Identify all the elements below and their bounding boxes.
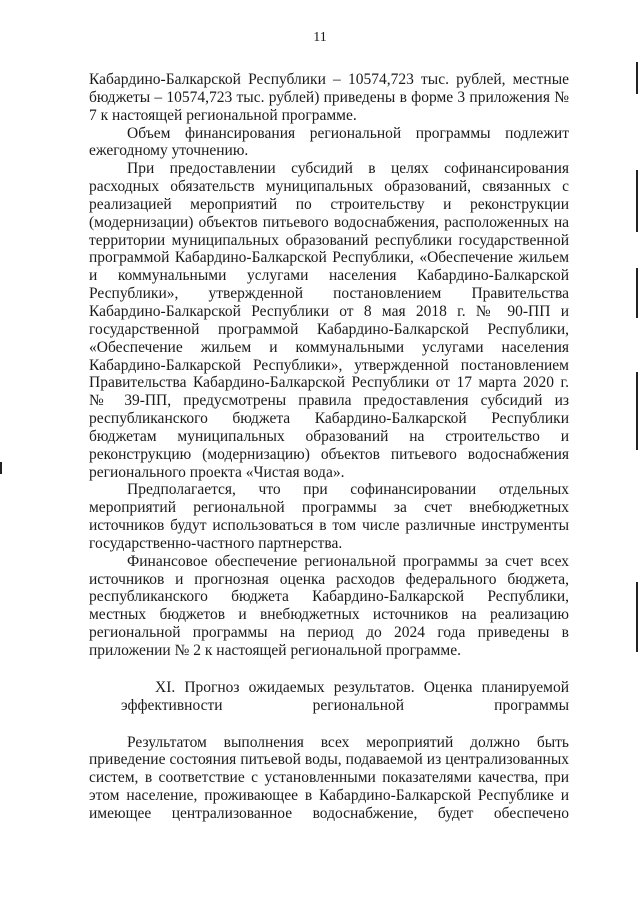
- section-heading-line2: эффективности региональной программы: [121, 696, 569, 714]
- scan-edge-mark: [636, 582, 638, 652]
- paragraph-financial-support: Финансовое обеспечение региональной программы за счет всех источников и прогнозная оценка расходов федерального бюджета, республиканского бюджета Кабардино-Балкарской Республики, местных бюджетов и внебюджетных источников на реализацию региональной программы на период до 2024 года приведены в приложении № 2 к настоящей региональной программе.: [89, 552, 569, 659]
- scan-edge-mark: [636, 62, 638, 94]
- scan-edge-mark: [636, 268, 638, 318]
- section-heading: [89, 679, 569, 715]
- scan-edge-mark: [636, 372, 638, 450]
- scan-edge-mark: [0, 462, 2, 474]
- paragraph-expected-results: Результатом выполнения всех мероприятий должно быть приведение состояния питьевой воды, подаваемой из централизованных систем, в соответствие с установленными показателями качества, при этом население, проживающее в Кабардино-Балкарской Республике и имеющее централизованное водоснабжение, будет обеспечено: [89, 733, 569, 822]
- section-heading-line1: XI. Прогноз ожидаемых результатов. Оценка планируемой: [155, 678, 569, 696]
- paragraph-funding-continuation: Кабардино-Балкарской Республики – 10574,723 тыс. рублей, местные бюджеты – 10574,723 тыс. рублей) приведены в форме 3 приложения № 7 к настоящей региональной программе.: [89, 71, 569, 124]
- paragraph-funding-adjustment: Объем финансирования региональной программы подлежит ежегодному уточнению.: [89, 124, 569, 160]
- paragraph-extrabudgetary: Предполагается, что при софинансировании отдельных мероприятий региональной программы за счет внебюджетных источников будут использоваться в том числе различные инструменты государственно-частного партнерства.: [89, 481, 569, 552]
- scan-edge-mark: [636, 170, 638, 232]
- paragraph-subsidies: При предоставлении субсидий в целях софинансирования расходных обязательств муниципальных образований, связанных с реализацией мероприятий по строительству и реконструкции (модернизации) объектов питьевого водоснабжения, расположенных на территории муниципальных образований республики государственной программой Кабардино-Балкарской Республики, «Обеспечение жильем и коммунальными услугами населения Кабардино-Балкарской Республики», утвержденной постановлением Правительства Кабардино-Балкарской Республики от 8 мая 2018 г. № 90-ПП и государственной программой Кабардино-Балкарской Республики, «Обеспечение жильем и коммунальными услугами населения Кабардино-Балкарской Республики», утвержденной постановлением Правительства Кабардино-Балкарской Республики от 17 марта 2020 г. № 39-ПП, предусмотрены правила предоставления субсидий из республиканского бюджета Кабардино-Балкарской Республики бюджетам муниципальных образований на строительство и реконструкцию (модернизацию) объектов питьевого водоснабжения регионального проекта «Чистая вода».: [89, 160, 569, 481]
- page-number: 11: [313, 30, 327, 45]
- document-body: [89, 71, 569, 823]
